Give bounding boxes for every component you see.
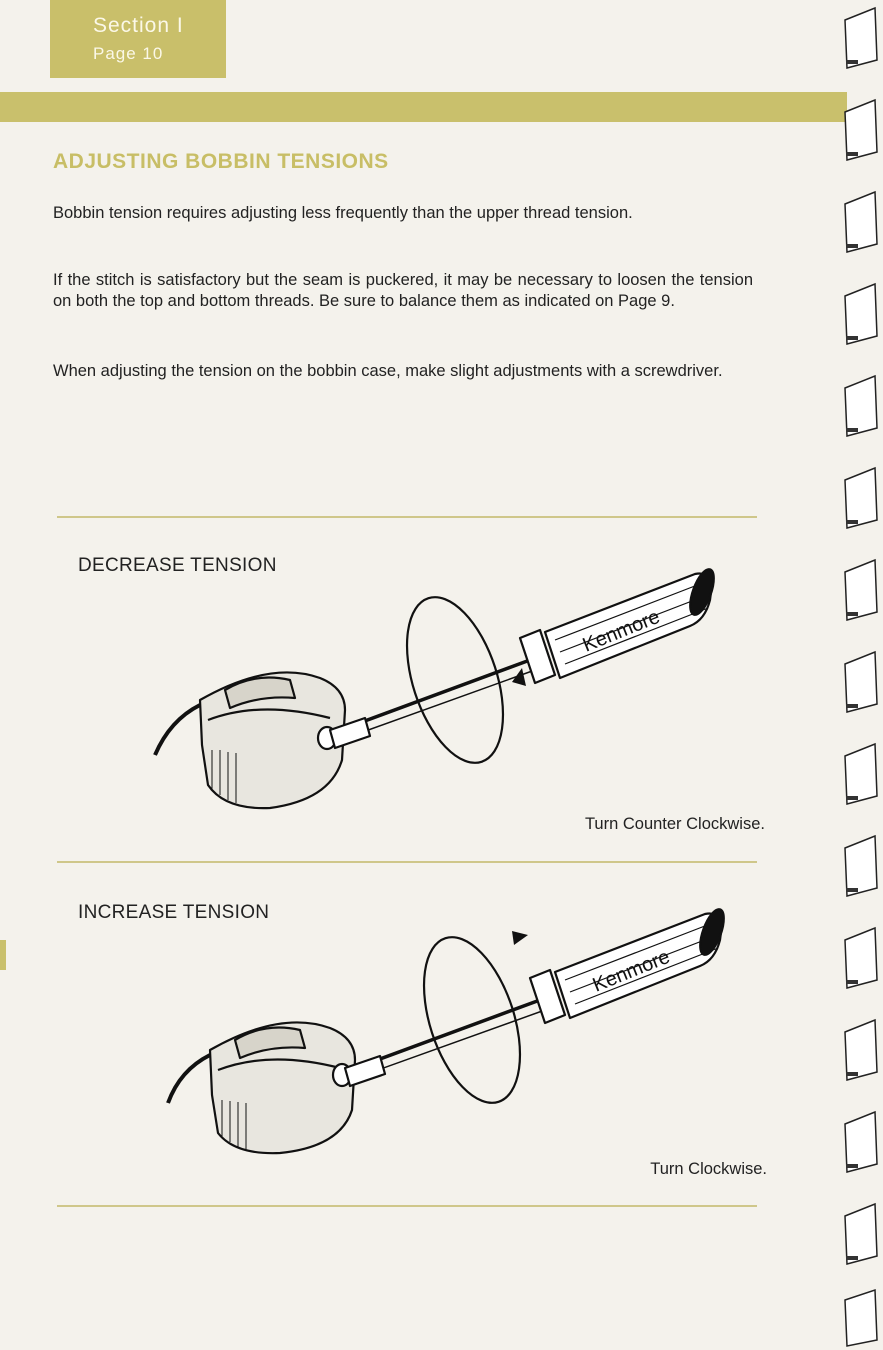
bobbin-screwdriver-illustration-increase bbox=[130, 905, 740, 1155]
page-title: ADJUSTING BOBBIN TENSIONS bbox=[53, 150, 389, 173]
divider-rule bbox=[57, 1205, 757, 1207]
divider-rule bbox=[57, 516, 757, 518]
section-label: Section I bbox=[93, 14, 184, 37]
paragraph-2: If the stitch is satisfactory but the seam is puckered, it may be necessary to loosen the tension on both the top and bottom threads. Be sure to balance them as indicated on Page 9. bbox=[53, 271, 753, 310]
handle-brand-text: Kenmore bbox=[579, 605, 664, 657]
page-label: Page 10 bbox=[93, 44, 164, 63]
handle-brand-text: Kenmore bbox=[589, 945, 674, 997]
bobbin-screwdriver-illustration-decrease bbox=[130, 560, 740, 810]
decrease-tension-heading: DECREASE TENSION bbox=[78, 555, 277, 576]
increase-tension-heading: INCREASE TENSION bbox=[78, 902, 270, 923]
margin-mark bbox=[0, 940, 6, 970]
header-band bbox=[0, 92, 847, 122]
decrease-caption: Turn Counter Clockwise. bbox=[584, 815, 765, 833]
spiral-binding bbox=[842, 0, 883, 1350]
increase-caption: Turn Clockwise. bbox=[650, 1160, 767, 1178]
paragraph-3: When adjusting the tension on the bobbin case, make slight adjustments with a screwdriver. bbox=[53, 362, 723, 380]
section-tab bbox=[50, 0, 226, 78]
paragraph-1: Bobbin tension requires adjusting less frequently than the upper thread tension. bbox=[53, 204, 633, 222]
divider-rule bbox=[57, 861, 757, 863]
